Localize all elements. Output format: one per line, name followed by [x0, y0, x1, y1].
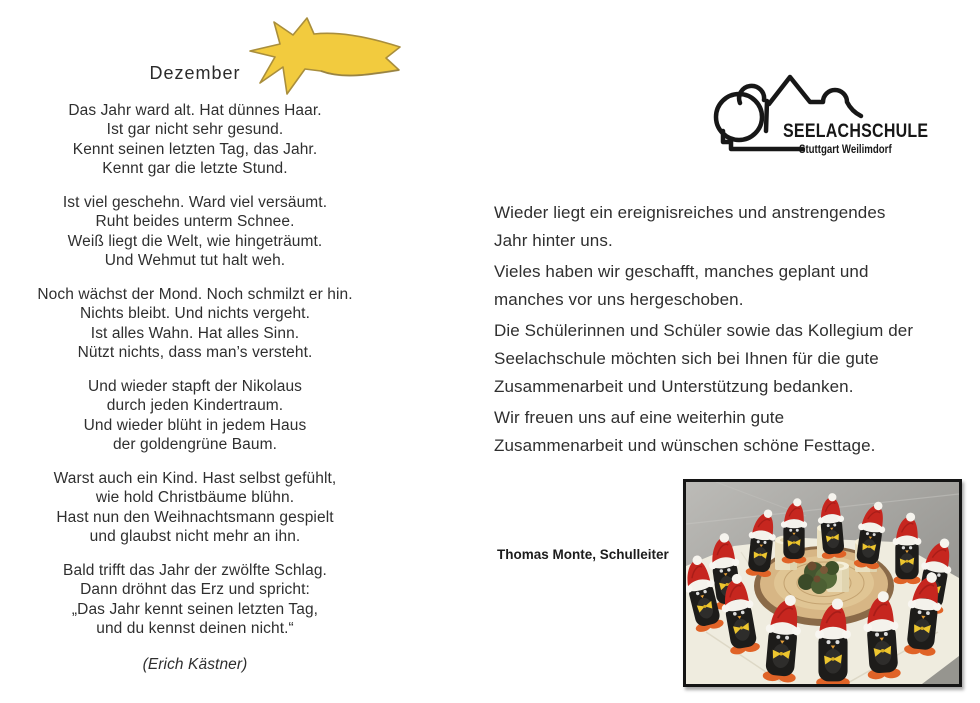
- signature: Thomas Monte, Schulleiter: [497, 547, 669, 562]
- poem-line: „Das Jahr kennt seinen letzten Tag,: [71, 600, 319, 618]
- poem-line: und glaubst nicht mehr an ihn.: [89, 528, 301, 545]
- poem-line: der goldengrüne Baum.: [112, 436, 278, 453]
- poem-line: Noch wächst der Mond. Noch schmilzt er hin.: [37, 285, 353, 303]
- poem-stanza: [28, 193, 362, 271]
- greeting-paragraph: [494, 199, 944, 255]
- poem-line: Das Jahr ward alt. Hat dünnes Haar.: [68, 101, 322, 119]
- poem-line: und du kennst deinen nicht.“: [96, 620, 294, 637]
- greeting-line: Zusammenarbeit und Unterstützung bedanken.: [494, 377, 854, 396]
- greeting-paragraph: [494, 258, 944, 314]
- craft-photo: [683, 479, 962, 687]
- poem-section: [28, 64, 362, 674]
- greeting-line: Wir freuen uns auf eine weiterhin gute: [494, 408, 785, 427]
- greeting-paragraph: [494, 317, 944, 401]
- poem-line: Ist alles Wahn. Hat alles Sinn.: [90, 324, 300, 342]
- poem-stanza: [28, 469, 362, 547]
- poem-line: Ist viel geschehn. Ward viel versäumt.: [62, 193, 328, 211]
- poem-line: Nichts bleibt. Und nichts vergeht.: [80, 305, 310, 322]
- greeting-line: Jahr hinter uns.: [494, 231, 613, 250]
- poem-line: Ruht beides unterm Schnee.: [95, 213, 295, 230]
- poem-line: Dann dröhnt das Erz und spricht:: [80, 581, 310, 598]
- poem-line: Nützt nichts, dass man’s versteht.: [77, 344, 313, 361]
- poem-line: Und Wehmut tut halt weh.: [104, 252, 286, 269]
- poem-stanza: [28, 285, 362, 363]
- poem-line: Und wieder blüht in jedem Haus: [83, 416, 307, 434]
- greeting-line: Die Schülerinnen und Schüler sowie das Kollegium der: [494, 321, 914, 340]
- poem-line: Hast nun den Weihnachtsmann gespielt: [56, 508, 334, 526]
- poem-stanza: [28, 561, 362, 639]
- poem-line: durch jeden Kindertraum.: [106, 397, 284, 414]
- school-logo: [703, 70, 943, 170]
- greeting-line: Zusammenarbeit und wünschen schöne Festtage.: [494, 436, 876, 455]
- poem-attribution: (Erich Kästner): [142, 655, 248, 673]
- greeting-paragraph: [494, 404, 944, 460]
- poem-line: Ist gar nicht sehr gesund.: [106, 121, 284, 138]
- greeting-line: Vieles haben wir geschafft, manches geplant und: [494, 262, 869, 281]
- greeting-line: manches vor uns hergeschoben.: [494, 290, 744, 309]
- poem-title: Dezember: [149, 63, 241, 83]
- poem-line: Warst auch ein Kind. Hast selbst gefühlt,: [53, 469, 337, 487]
- poem-line: Weiß liegt die Welt, wie hingeträumt.: [67, 232, 323, 250]
- poem-line: Kennt gar die letzte Stund.: [102, 160, 288, 177]
- poem-stanza: [28, 377, 362, 455]
- poem-line: Kennt seinen letzten Tag, das Jahr.: [72, 140, 318, 158]
- school-location: Stuttgart Weilimdorf: [799, 144, 892, 156]
- greeting-line: Seelachschule möchten sich bei Ihnen für die gute: [494, 349, 879, 368]
- greeting-line: Wieder liegt ein ereignisreiches und anstrengendes: [494, 203, 886, 222]
- poem-line: Bald trifft das Jahr der zwölfte Schlag.: [63, 561, 327, 579]
- poem-line: wie hold Christbäume blühn.: [95, 489, 295, 506]
- greeting-text: [494, 199, 944, 463]
- school-name: SEELACHSCHULE: [783, 120, 929, 142]
- poem-line: Und wieder stapft der Nikolaus: [87, 377, 303, 395]
- poem-stanza: [28, 101, 362, 179]
